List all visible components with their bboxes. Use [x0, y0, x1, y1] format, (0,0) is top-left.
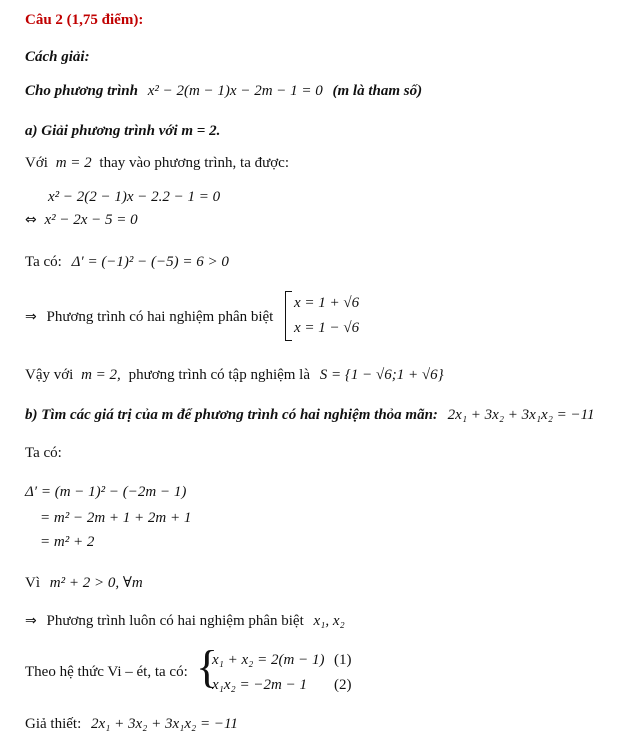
part-a-roots-text: Phương trình có hai nghiệm phân biệt	[46, 309, 274, 325]
part-b-always-row	[25, 611, 345, 631]
part-b-vi-value: m² + 2 > 0, ∀m	[49, 575, 143, 591]
problem-note: (m là tham số)	[332, 83, 423, 99]
part-b-vi-row	[25, 573, 143, 593]
part-b-title: b) Tìm các giá trị của m để phương trình có hai nghiệm thỏa mãn:	[25, 407, 438, 423]
part-a-solution-set: S = {1 − √6;1 + √6}	[319, 367, 444, 383]
part-a-intro	[25, 153, 289, 173]
problem-prefix: Cho phương trình	[25, 83, 138, 99]
part-a-intro-suffix: thay vào phương trình, ta được:	[99, 155, 289, 171]
part-a-root1: x = 1 + √6	[294, 295, 360, 311]
part-a-delta-row	[25, 252, 229, 272]
part-a-step2: x² − 2x − 5 = 0	[44, 212, 138, 228]
part-a-conclusion	[25, 365, 444, 385]
problem-statement	[25, 81, 422, 101]
roots-bracket	[285, 291, 292, 341]
part-a-conclusion-prefix: Vậy với	[25, 367, 74, 383]
problem-equation: x² − 2(m − 1)x − 2m − 1 = 0	[147, 83, 323, 99]
part-b-always-vars: x₁, x₂	[313, 613, 345, 629]
part-b-vieta1: x₁ + x₂ = 2(m − 1)	[212, 652, 325, 668]
part-b-vieta-prefix: Theo hệ thức Vi – ét, ta có:	[25, 664, 188, 680]
part-b-delta2: = m² − 2m + 1 + 2m + 1	[40, 510, 192, 526]
part-b-title-row	[25, 405, 595, 425]
equivalent-icon: ⇔	[25, 212, 37, 228]
part-b-condition: 2x₁ + 3x₂ + 3x₁x₂ = −11	[447, 407, 595, 423]
vieta-curly-brace: {	[196, 641, 219, 692]
part-b-hyp-row	[25, 714, 238, 734]
solution-label: Cách giải:	[25, 49, 90, 65]
part-b-hyp: 2x₁ + 3x₂ + 3x₁x₂ = −11	[91, 716, 238, 732]
part-b-vieta2: x₁x₂ = −2m − 1	[212, 677, 307, 693]
part-b-hyp-prefix: Giả thiết:	[25, 716, 82, 732]
question-title: Câu 2 (1,75 điểm):	[25, 12, 144, 28]
part-a-intro-value: m = 2	[55, 155, 92, 171]
implies-icon: ⇒	[25, 613, 37, 629]
part-a-step2-row	[25, 210, 138, 230]
part-a-step1: x² − 2(2 − 1)x − 2.2 − 1 = 0	[48, 189, 221, 205]
part-b-always-text: Phương trình luôn có hai nghiệm phân biệt	[46, 613, 304, 629]
part-b-vi-prefix: Vì	[25, 575, 40, 591]
part-b-delta3: = m² + 2	[40, 534, 95, 550]
part-b-delta1: Δ′ = (m − 1)² − (−2m − 1)	[25, 484, 187, 500]
part-b-vieta1-tag: (1)	[334, 652, 352, 668]
part-a-conclusion-mid: phương trình có tập nghiệm là	[128, 367, 311, 383]
part-a-delta: Δ′ = (−1)² − (−5) = 6 > 0	[71, 254, 229, 270]
part-a-delta-prefix: Ta có:	[25, 254, 62, 270]
part-a-intro-prefix: Với	[25, 155, 48, 171]
part-a-title: a) Giải phương trình với m = 2.	[25, 123, 221, 139]
part-b-vieta2-tag: (2)	[334, 677, 352, 693]
part-a-root2: x = 1 − √6	[294, 320, 360, 336]
part-b-ta-co: Ta có:	[25, 445, 62, 461]
implies-icon: ⇒	[25, 309, 37, 325]
part-a-conclusion-value: m = 2,	[81, 367, 121, 383]
part-a-roots-row	[25, 307, 273, 327]
